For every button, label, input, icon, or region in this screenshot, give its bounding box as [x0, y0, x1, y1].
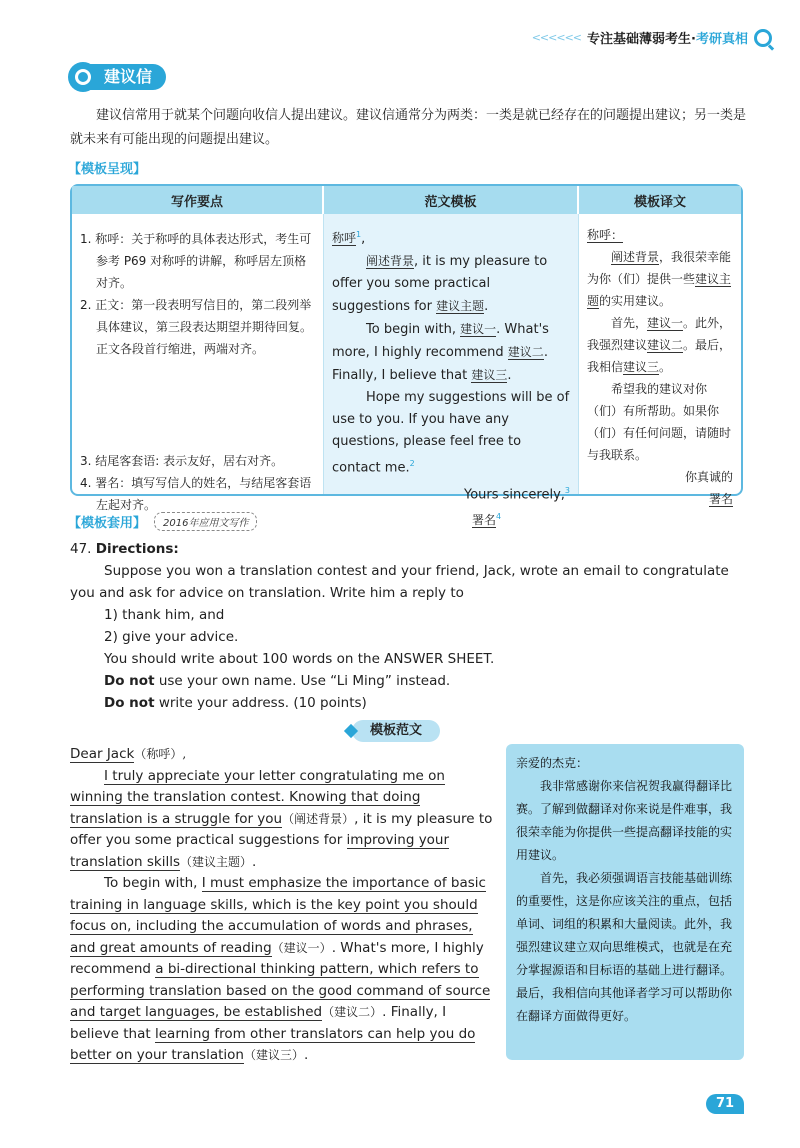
translation-column — [579, 214, 741, 506]
letter-paragraph-1: I truly appreciate your letter congratulating me on winning the translation contest. Knowing that doing translation is a struggle for you（阐述背景）, it is my pleasure to offer you some practical suggestions for improving your translation skills（建议主题）. — [70, 767, 493, 870]
question-heading: 47. Directions: — [70, 541, 179, 557]
trans-salutation: 亲爱的杰克： — [516, 756, 589, 770]
arrows-decoration: <<<<<< — [531, 31, 582, 44]
page-number: 71 — [706, 1094, 744, 1114]
point-item: 1. 称呼：关于称呼的具体表达形式，考生可参考 P69 对称呼的讲解，称呼居左顶格对齐。 — [80, 232, 312, 290]
tr-signature: 署名 — [708, 492, 733, 506]
tr-paragraph-1: 阐述背景，我很荣幸能为你（们）提供一些建议主题的实用建议。 — [587, 250, 732, 308]
magnifier-icon — [68, 62, 98, 92]
point-item: 2. 正文：第一段表明写信目的，第二段列举具体建议，第三段表达期望并期待回复。正文各段首行缩进，两端对齐。 — [80, 298, 313, 356]
trans-paragraph-1: 我非常感谢你来信祝贺我赢得翻译比赛。了解到做翻译对你来说是件难事，我很荣幸能为你提供一些提高翻译技能的实用建议。 — [516, 779, 733, 862]
tpl-signature: 署名$^4$ — [472, 511, 502, 528]
magnifier-logo-icon — [754, 29, 772, 47]
tpl-closing: Yours sincerely,$^3$ — [463, 485, 570, 502]
page-header — [532, 28, 772, 47]
header-slogan: 专注基础薄弱考生·考研真相 — [587, 32, 748, 47]
tpl-paragraph-2: To begin with, 建议一. What's more, I highly recommend 建议二. Finally, I believe that 建议三. — [332, 322, 549, 384]
point-item: 4. 署名：填写写信人的姓名，与结尾客套语左起对齐。 — [80, 476, 312, 512]
section-title: 建议信 — [86, 64, 166, 90]
question-words: You should write about 100 words on the ANSWER SHEET. — [104, 651, 495, 667]
question-item: 1) thank him, and — [104, 607, 225, 623]
table-header-row — [72, 186, 741, 214]
question-rule: Do not use your own name. Use “Li Ming” instead. — [104, 673, 451, 689]
tr-paragraph-3: 希望我的建议对你（们）有所帮助。如果你（们）有任何问题，请随时与我联系。 — [587, 382, 732, 462]
question-prompt: Suppose you won a translation contest and your friend, Jack, wrote an email to congratulate you and ask for advice on translation. Write him a reply to — [70, 563, 729, 601]
writing-points-column — [72, 214, 324, 512]
section-title-badge — [68, 62, 166, 92]
sample-heading: 模板范文 — [352, 720, 440, 742]
tr-paragraph-2: 首先，建议一。此外，我强烈建议建议二。最后，我相信建议三。 — [587, 316, 732, 374]
question-item: 2) give your advice. — [104, 629, 239, 645]
header-points: 写作要点 — [72, 186, 324, 214]
intro-paragraph: 建议信常用于就某个问题向收信人提出建议。建议信通常分为两类：一类是就已经存在的问题提出建议；另一类是就未来有可能出现的问题提出建议。 — [70, 108, 747, 147]
tr-closing: 你真诚的 — [684, 470, 733, 484]
question-block — [70, 538, 750, 714]
tpl-salutation: 称呼 — [332, 231, 357, 246]
tr-salutation: 称呼： — [587, 228, 624, 242]
template-column: 称呼$^1$, 阐述背景, it is my pleasure to offer you some practical suggestions for 建议主题. To begin with, 建议一. What's more, I highly recommend 建议二. Finally, I believe that 建议三. Hope my suggestions will be of use to you. If you have any questions, please feel free to contact me.$^2$ Yours sincerely,$^3$ 署名$^4$ — [324, 214, 579, 494]
sample-letter — [70, 744, 494, 1067]
letter-translation-box — [506, 744, 744, 1060]
question-rule: Do not write your address. (10 points) — [104, 695, 367, 711]
letter-paragraph-2: To begin with, I must emphasize the importance of basic training in language skills, which is the key point you should focus on, including the accumulation of words and phrases, and great amounts of reading（建议一）. What's more, I highly recommend a bi-directional thinking pattern, which refers to performing translation based on the good command of source and target languages, be established（建议二）. Finally, I believe that learning from other translators can help you do better on your translation（建议三）. — [70, 875, 491, 1063]
tpl-paragraph-3: Hope my suggestions will be of use to you. If you have any questions, please feel free to contact me.$^2$ — [332, 390, 570, 476]
header-template: 范文模板 — [324, 186, 579, 214]
letter-salutation: Dear Jack（称呼）, — [70, 746, 187, 762]
year-tag: 2016年应用文写作 — [154, 512, 257, 531]
trans-paragraph-2: 首先，我必须强调语言技能基础训练的重要性，这是你应该关注的重点，包括单词、词组的积累和大量阅读。此外，我强烈建议建立双向思维模式，也就是在充分掌握源语和目标语的基础上进行翻译。最后，我相信向其他译者学习可以帮助你在翻译方面做得更好。 — [516, 871, 733, 1023]
usage-heading: 【模板套用】 — [68, 516, 147, 531]
point-item: 3. 结尾客套语: 表示友好，居右对齐。 — [80, 454, 284, 468]
header-translation: 模板译文 — [633, 194, 686, 210]
template-heading: 【模板呈现】 — [68, 162, 147, 177]
tpl-paragraph-1: 阐述背景, it is my pleasure to offer you some practical suggestions for 建议主题. — [332, 254, 548, 315]
